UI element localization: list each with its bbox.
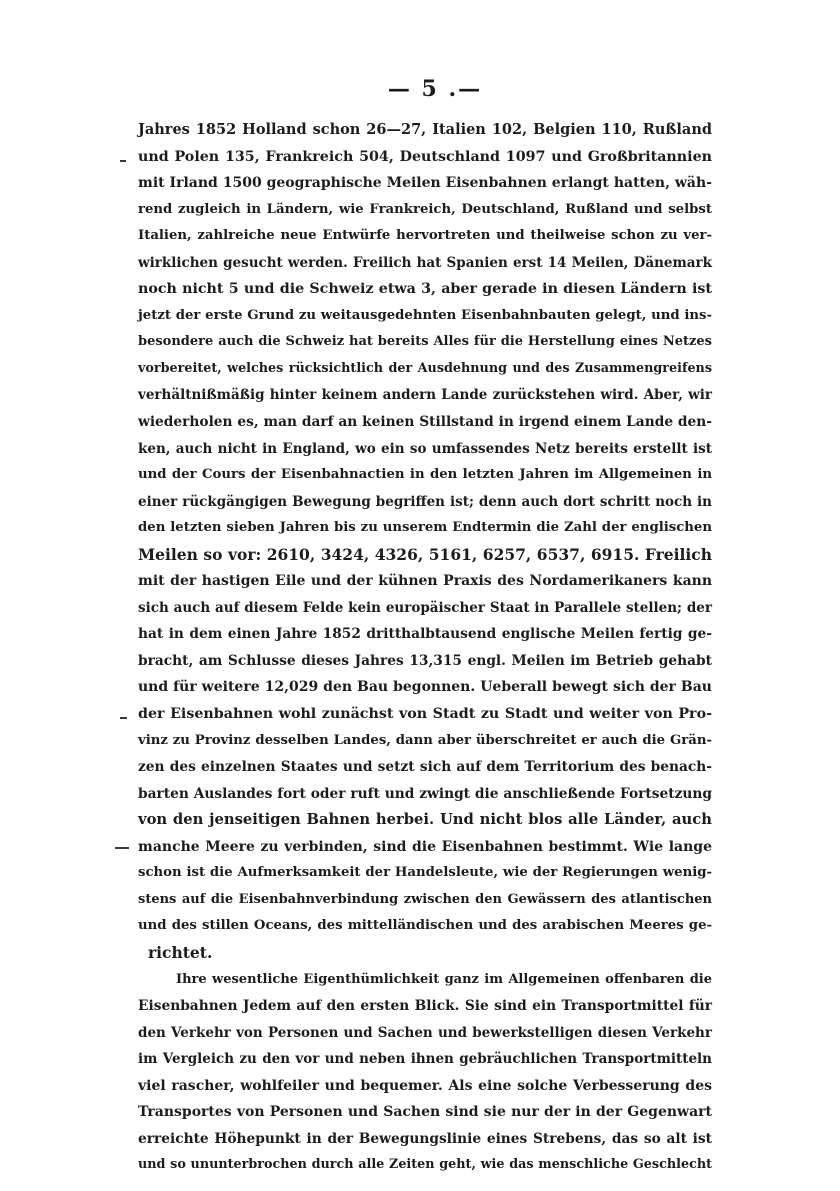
- text-line: richtet.: [148, 942, 213, 962]
- text-line: barten Auslandes fort oder ruft und zwingt die anschließende Fortsetzung: [138, 785, 712, 802]
- margin-mark: [115, 847, 129, 849]
- text-line: manche Meere zu verbinden, sind die Eisenbahnen bestimmt. Wie lange: [138, 838, 712, 855]
- text-line: Transportes von Personen und Sachen sind sie nur der in der Gegenwart: [138, 1104, 712, 1121]
- text-line: Eisenbahnen Jedem auf den ersten Blick. Sie sind ein Transportmittel für: [138, 998, 712, 1015]
- text-line: mit Irland 1500 geographische Meilen Eisenbahnen erlangt hatten, wäh-: [138, 175, 712, 192]
- text-line: hat in dem einen Jahre 1852 dritthalbtausend englische Meilen fertig ge-: [138, 626, 712, 643]
- text-line: Meilen so vor: 2610, 3424, 4326, 5161, 6257, 6537, 6915. Freilich: [138, 544, 712, 564]
- text-line: und Polen 135, Frankreich 504, Deutschland 1097 und Großbritannien: [138, 148, 712, 165]
- margin-mark: [120, 717, 127, 719]
- text-line: wiederholen es, man darf an keinen Stillstand in irgend einem Lande den-: [138, 414, 712, 431]
- text-line: jetzt der erste Grund zu weitausgedehnten Eisenbahnbauten gelegt, und ins-: [138, 307, 712, 323]
- text-line: vinz zu Provinz desselben Landes, dann aber überschreitet er auch die Grän-: [138, 732, 712, 748]
- text-line: mit der hastigen Eile und der kühnen Praxis des Nordamerikaners kann: [138, 573, 712, 590]
- text-line: schon ist die Aufmerksamkeit der Handelsleute, wie der Regierungen wenig-: [138, 865, 712, 881]
- text-line: rend zugleich in Ländern, wie Frankreich, Deutschland, Rußland und selbst: [138, 201, 712, 217]
- text-line: Italien, zahlreiche neue Entwürfe hervortreten und theilweise schon zu ver-: [138, 228, 712, 244]
- body-text: [138, 117, 712, 1179]
- text-line: sich auch auf diesem Felde kein europäischer Staat in Parallele stellen; der: [138, 599, 712, 616]
- text-line: besondere auch die Schweiz hat bereits Alles für die Herstellung eines Netzes: [138, 334, 712, 350]
- text-line: viel rascher, wohlfeiler und bequemer. Als eine solche Verbesserung des: [138, 1077, 712, 1094]
- text-line: und so ununterbrochen durch alle Zeiten geht, wie das menschliche Geschlecht: [138, 1157, 712, 1173]
- text-line: Jahres 1852 Holland schon 26—27, Italien 102, Belgien 110, Rußland: [138, 121, 712, 138]
- text-line: im Vergleich zu den vor und neben ihnen gebräuchlichen Transportmitteln: [138, 1051, 712, 1068]
- text-line: vorbereitet, welches rücksichtlich der Ausdehnung und des Zusammengreifens: [138, 360, 712, 376]
- text-line: bracht, am Schlusse dieses Jahres 13,315 engl. Meilen im Betrieb gehabt: [138, 652, 712, 669]
- text-line: den Verkehr von Personen und Sachen und bewerkstelligen diesen Verkehr: [138, 1024, 712, 1041]
- text-line: wirklichen gesucht werden. Freilich hat Spanien erst 14 Meilen, Dänemark: [138, 254, 712, 271]
- text-line: den letzten sieben Jahren bis zu unserem Endtermin die Zahl der englischen: [138, 520, 712, 536]
- text-line: von den jenseitigen Bahnen herbei. Und nicht blos alle Länder, auch: [138, 811, 712, 829]
- text-line: ken, auch nicht in England, wo ein so umfassendes Netz bereits erstellt ist: [138, 440, 712, 457]
- text-line: und des stillen Oceans, des mittelländischen und des arabischen Meeres ge-: [138, 918, 712, 934]
- text-line: zen des einzelnen Staates und setzt sich auf dem Territorium des benach-: [138, 759, 712, 776]
- text-line: erreichte Höhepunkt in der Bewegungslinie eines Strebens, das so alt ist: [138, 1130, 712, 1147]
- text-line: und für weitere 12,029 den Bau begonnen. Ueberall bewegt sich der Bau: [138, 679, 712, 696]
- text-line: stens auf die Eisenbahnverbindung zwischen den Gewässern des atlantischen: [138, 891, 712, 907]
- text-line: Ihre wesentliche Eigenthümlichkeit ganz im Allgemeinen offenbaren die: [176, 971, 712, 987]
- text-line: einer rückgängigen Bewegung begriffen ist; denn auch dort schritt noch in: [138, 493, 712, 510]
- text-line: verhältnißmäßig hinter keinem andern Lande zurückstehen wird. Aber, wir: [138, 387, 712, 404]
- text-line: der Eisenbahnen wohl zunächst von Stadt zu Stadt und weiter von Pro-: [138, 706, 712, 723]
- page-number: — 5 .—: [387, 76, 483, 102]
- margin-mark: [120, 160, 126, 162]
- text-line: noch nicht 5 und die Schweiz etwa 3, aber gerade in diesen Ländern ist: [138, 281, 712, 298]
- text-line: und der Cours der Eisenbahnactien in den letzten Jahren im Allgemeinen in: [138, 467, 712, 483]
